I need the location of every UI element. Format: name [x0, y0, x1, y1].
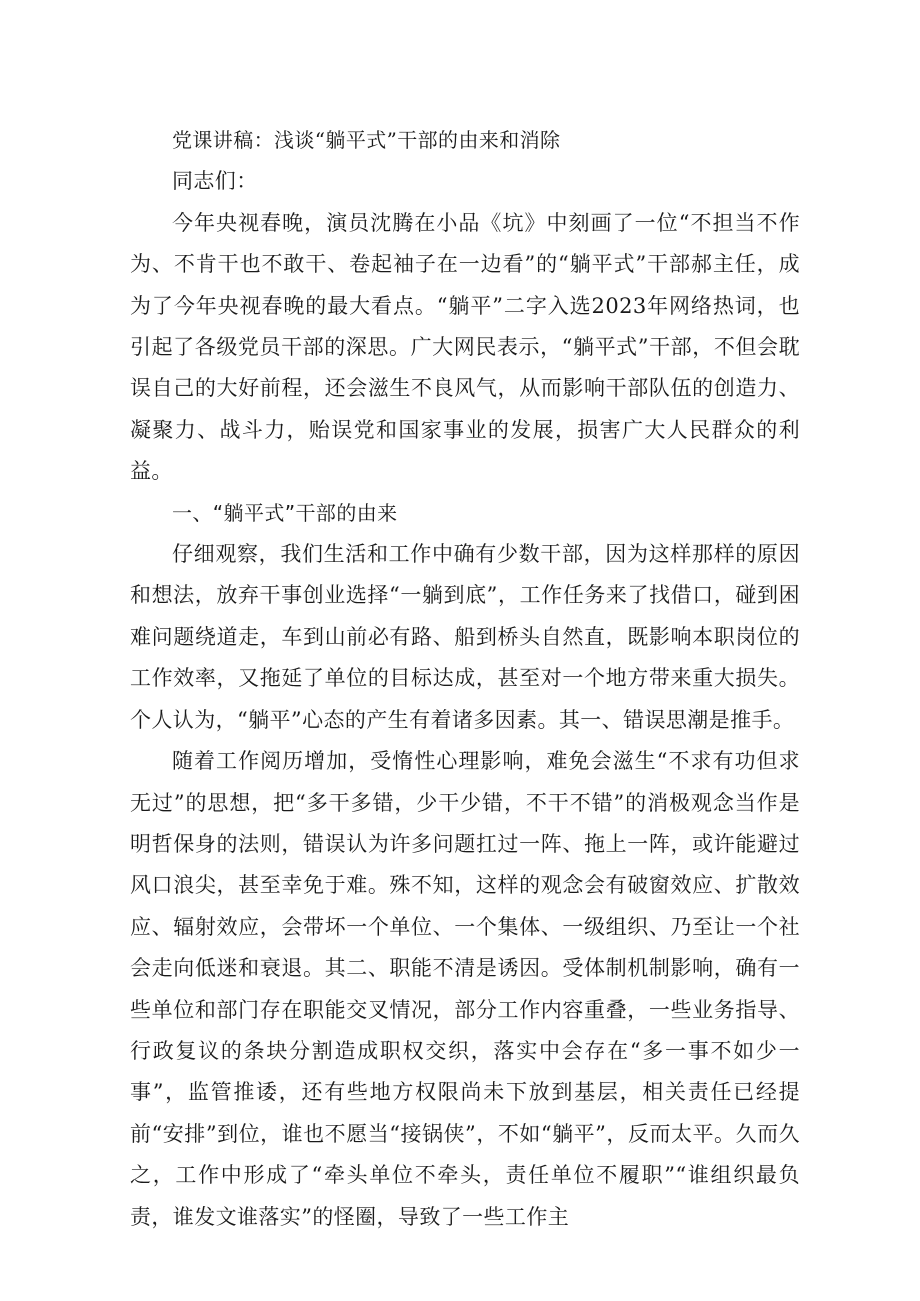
section-heading-1: 一、“躺平式”干部的由来: [172, 500, 398, 525]
paragraph-intro: 今年央视春晚，演员沈腾在小品《坑》中刻画了一位“不担当不作为、不肯干也不敢干、卷起袖子在一边看”的“躺平式”干部郝主任，成为了今年央视春晚的最大看点。“躺平”二字入选2023年网络热词，也引起了各级党员干部的深思。广大网民表示，“躺平式”干部，不但会耽误自己的大好前程，还会滋生不良风气，从而影响干部队伍的创造力、凝聚力、战斗力，贻误党和国家事业的发展，损害广大人民群众的利益。: [130, 210, 800, 484]
document-body: [130, 120, 800, 1238]
paragraph-origin: 仔细观察，我们生活和工作中确有少数干部，因为这样那样的原因和想法，放弃干事创业选择“一躺到底”，工作任务来了找借口，碰到困难问题绕道走，车到山前必有路、船到桥头自然直，既影响本职岗位的工作效率，又拖延了单位的目标达成，甚至对一个地方带来重大损失。个人认为，“躺平”心态的产生有着诸多因素。其一、错误思潮是推手。: [130, 542, 800, 732]
paragraph-causes: 随着工作阅历增加，受惰性心理影响，难免会滋生“不求有功但求无过”的思想，把“多干多错，少干少错，不干不错”的消极观念当作是明哲保身的法则，错误认为许多问题扛过一阵、拖上一阵，或许能避过风口浪尖，甚至幸免于难。殊不知，这样的观念会有破窗效应、扩散效应、辐射效应，会带坏一个单位、一个集体、一级组织、乃至让一个社会走向低迷和衰退。其二、职能不清是诱因。受体制机制影响，确有一些单位和部门存在职能交叉情况，部分工作内容重叠，一些业务指导、行政复议的条块分割造成职权交织，落实中会存在“多一事不如少一事”，监管推诿，还有些地方权限尚未下放到基层，相关责任已经提前“安排”到位，谁也不愿当“接锅侠”，不如“躺平”，反而太平。久而久之，工作中形成了“牵头单位不牵头，责任单位不履职”“谁组织最负责，谁发文谁落实”的怪圈，导致了一些工作主: [130, 749, 800, 1229]
greeting: 同志们：: [172, 169, 258, 194]
document-title: 党课讲稿：浅谈“躺平式”干部的由来和消除: [172, 128, 561, 152]
